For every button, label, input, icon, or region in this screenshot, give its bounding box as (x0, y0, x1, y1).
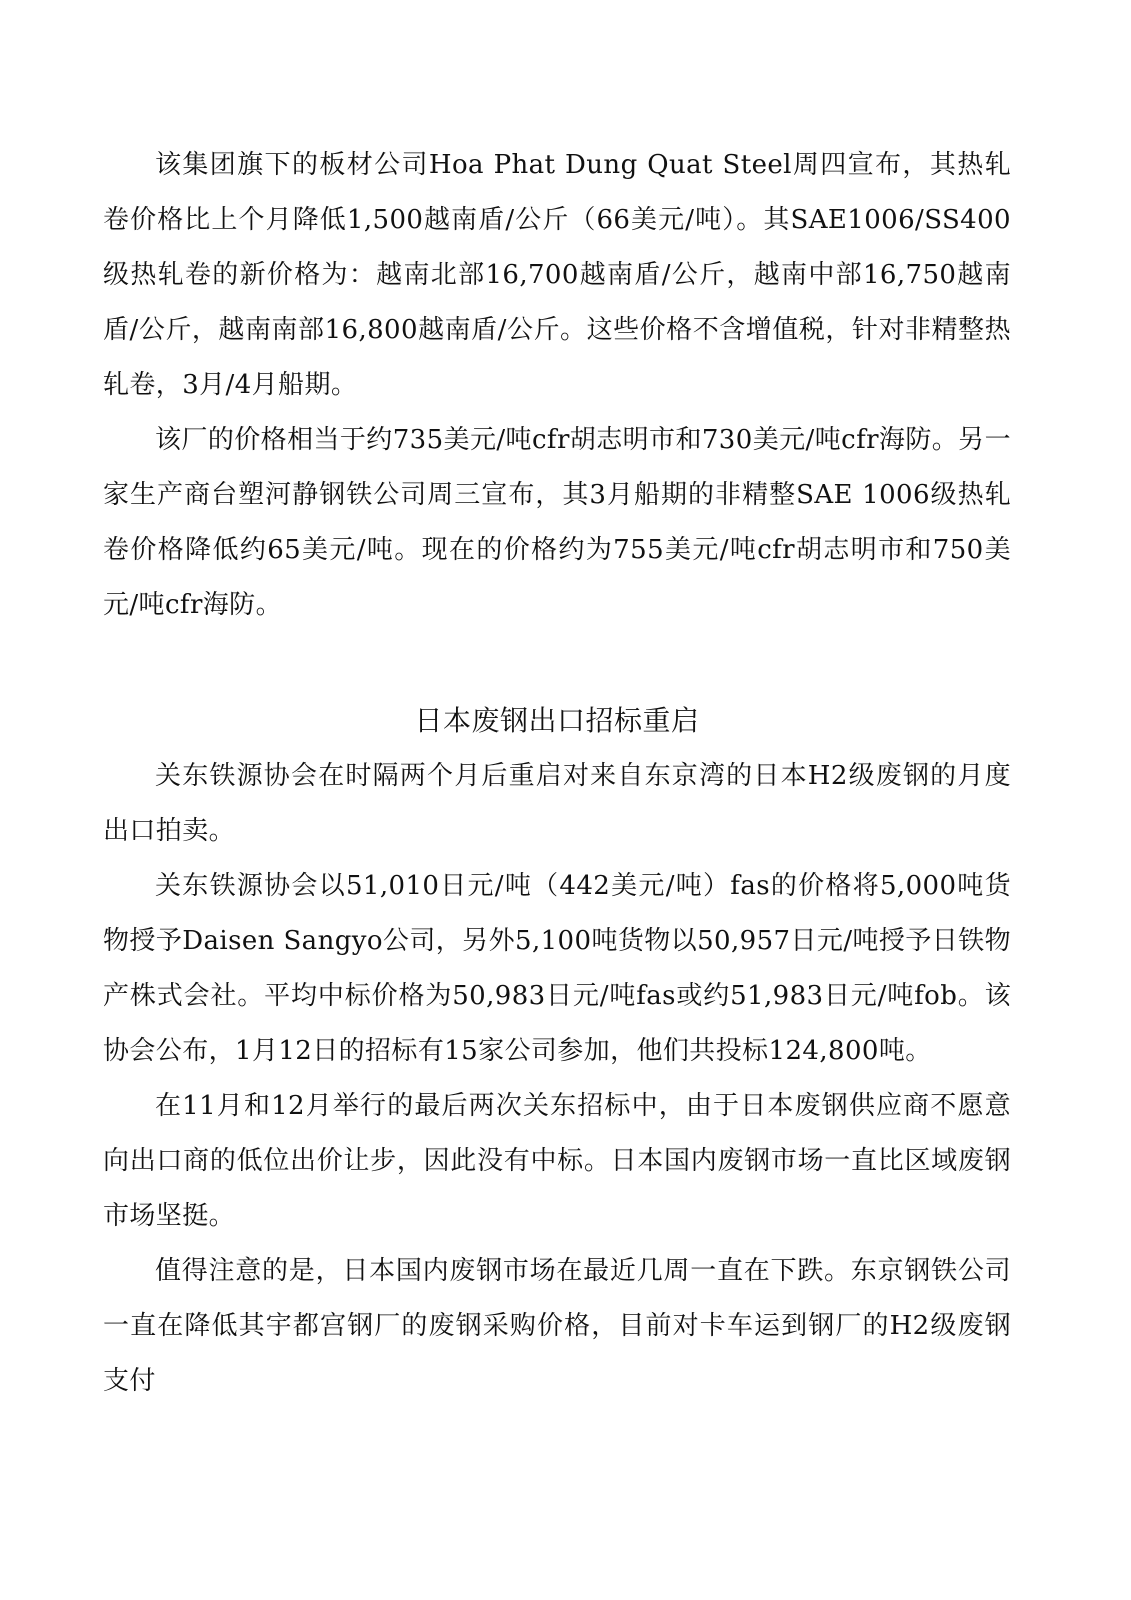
paragraph-tender-restart: 关东铁源协会在时隔两个月后重启对来自东京湾的日本H2级废钢的月度出口拍卖。 (103, 761, 1011, 846)
paragraph-formosa-prices: 该厂的价格相当于约735美元/吨cfr胡志明市和730美元/吨cfr海防。另一家生产商台塑河静钢铁公司周三宣布，其3月船期的非精整SAE 1006级热轧卷价格降低约65美元/吨。现在的价格约为755美元/吨cfr胡志明市和750美元/吨cfr海防。 (103, 425, 1011, 620)
paragraph-previous-tenders: 在11月和12月举行的最后两次关东招标中，由于日本废钢供应商不愿意向出口商的低位出价让步，因此没有中标。日本国内废钢市场一直比区域废钢市场坚挺。 (103, 1091, 1011, 1231)
document-body (103, 138, 1011, 1409)
paragraph-tender-results: 关东铁源协会以51,010日元/吨（442美元/吨）fas的价格将5,000吨货物授予Daisen Sangyo公司，另外5,100吨货物以50,957日元/吨授予日铁物产株式会社。平均中标价格为50,983日元/吨fas或约51,983日元/吨fob。该协会公布，1月12日的招标有15家公司参加，他们共投标124,800吨。 (103, 871, 1011, 1066)
paragraph-domestic-market: 值得注意的是，日本国内废钢市场在最近几周一直在下跌。东京钢铁公司一直在降低其宇都宫钢厂的废钢采购价格，目前对卡车运到钢厂的H2级废钢支付 (103, 1256, 1011, 1396)
section-title: 日本废钢出口招标重启 (414, 704, 700, 737)
paragraph-hoa-phat-prices: 该集团旗下的板材公司Hoa Phat Dung Quat Steel周四宣布，其热轧卷价格比上个月降低1,500越南盾/公斤（66美元/吨）。其SAE1006/SS400级热轧卷的新价格为：越南北部16,700越南盾/公斤，越南中部16,750越南盾/公斤，越南南部16,800越南盾/公斤。这些价格不含增值税，针对非精整热轧卷，3月/4月船期。 (103, 150, 1011, 400)
